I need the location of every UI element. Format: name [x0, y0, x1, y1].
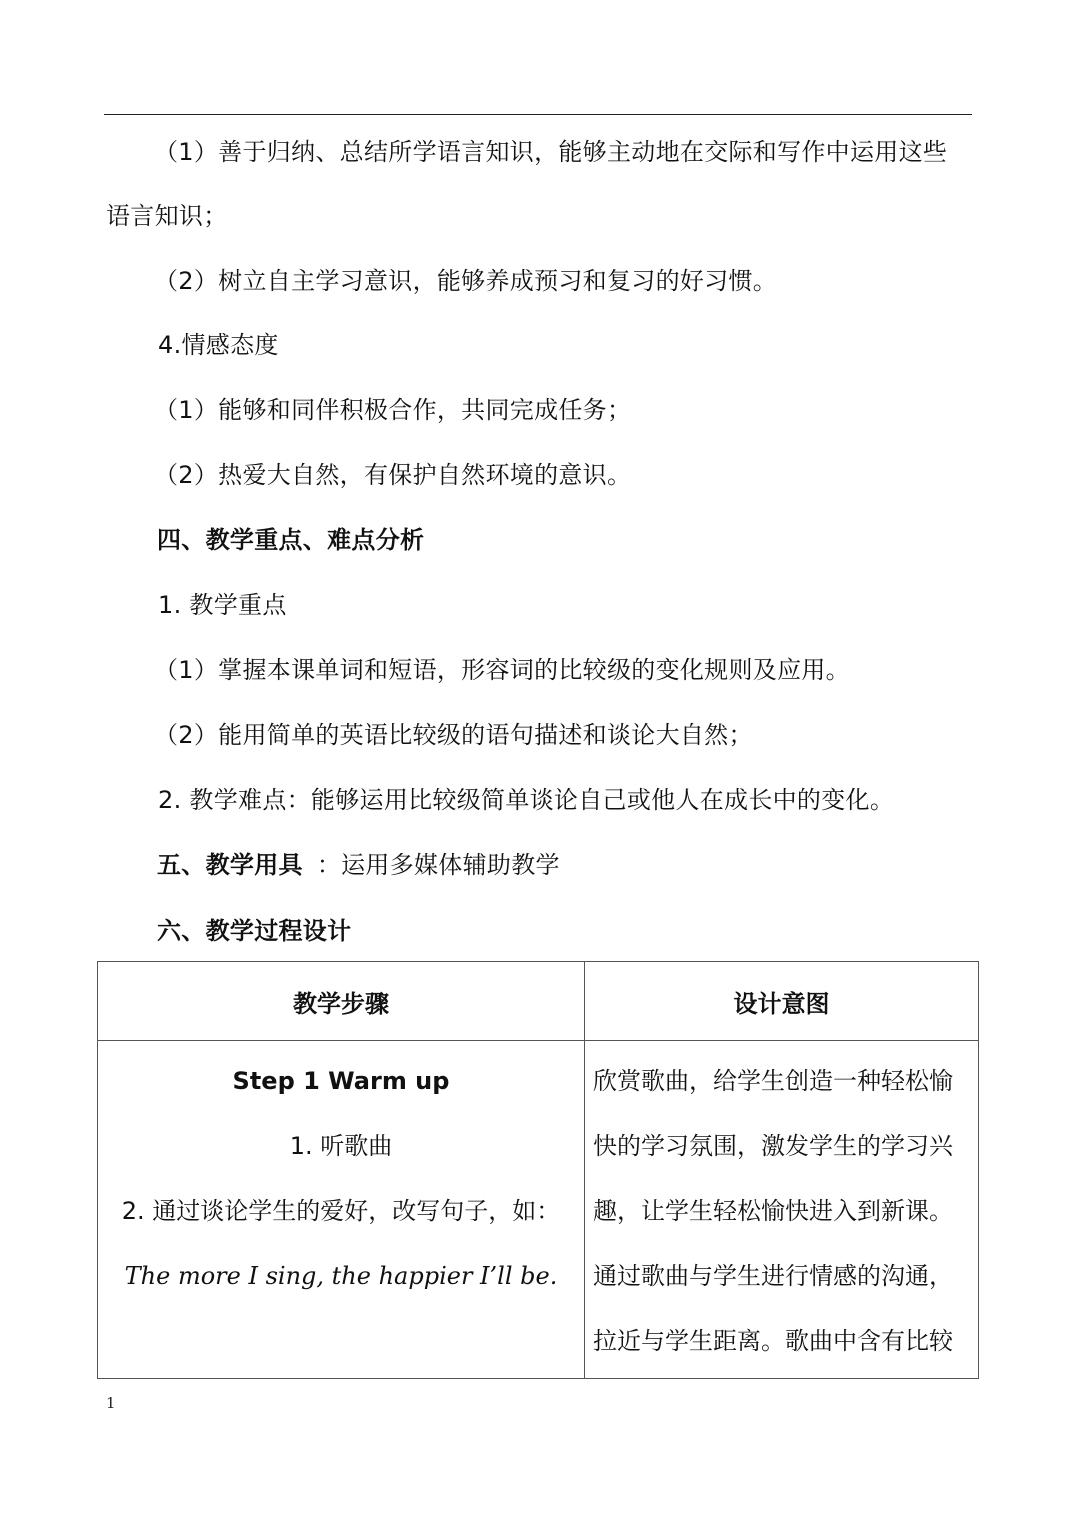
paragraph-line: （2）树立自主学习意识，能够养成预习和复习的好习惯。 [154, 267, 778, 295]
paragraph-line: 2. 教学难点：能够运用比较级简单谈论自己或他人在成长中的变化。 [158, 786, 895, 814]
example-sentence: The more I sing, the happier I’ll be. [124, 1262, 558, 1290]
intent-line: 快的学习氛围，激发学生的学习兴 [593, 1132, 953, 1160]
paragraph-line: （1）能够和同伴积极合作，共同完成任务； [154, 396, 632, 424]
section-heading: 六、教学过程设计 [157, 917, 352, 945]
teaching-process-table [97, 961, 979, 1379]
table-row [98, 1041, 979, 1379]
section-heading: 四、教学重点、难点分析 [157, 526, 425, 554]
page-number: 1 [106, 1394, 116, 1412]
column-header-steps: 教学步骤 [98, 962, 585, 1041]
heading-five-title: 五、教学用具 [157, 851, 303, 879]
step-item: 1. 听歌曲 [289, 1132, 393, 1160]
paragraph-line: （2）能用简单的英语比较级的语句描述和谈论大自然； [154, 721, 753, 749]
intent-line: 拉近与学生距离。歌曲中含有比较 [593, 1327, 953, 1355]
header-rule [104, 114, 972, 115]
steps-cell [98, 1041, 585, 1379]
table-header-row [98, 962, 979, 1041]
section-heading: 4.情感态度 [158, 331, 279, 359]
heading-five-body: ：运用多媒体辅助教学 [316, 851, 560, 879]
paragraph-line: （1）掌握本课单词和短语，形容词的比较级的变化规则及应用。 [154, 656, 850, 684]
step-title: Step 1 Warm up [232, 1067, 450, 1095]
paragraph-line: 语言知识； [106, 202, 228, 230]
intent-line: 趣，让学生轻松愉快进入到新课。 [593, 1197, 953, 1225]
section-heading-five [157, 849, 560, 881]
paragraph-line: （1）善于归纳、总结所学语言知识，能够主动地在交际和写作中运用这些 [154, 138, 948, 166]
intent-cell [585, 1041, 979, 1379]
subsection-title: 1. 教学重点 [158, 591, 287, 619]
paragraph-line: （2）热爱大自然，有保护自然环境的意识。 [154, 461, 632, 489]
intent-line: 欣赏歌曲，给学生创造一种轻松愉 [593, 1067, 953, 1095]
step-item: 2. 通过谈论学生的爱好，改写句子，如： [121, 1197, 561, 1225]
column-header-intent: 设计意图 [585, 962, 979, 1041]
intent-line: 通过歌曲与学生进行情感的沟通， [593, 1262, 953, 1290]
